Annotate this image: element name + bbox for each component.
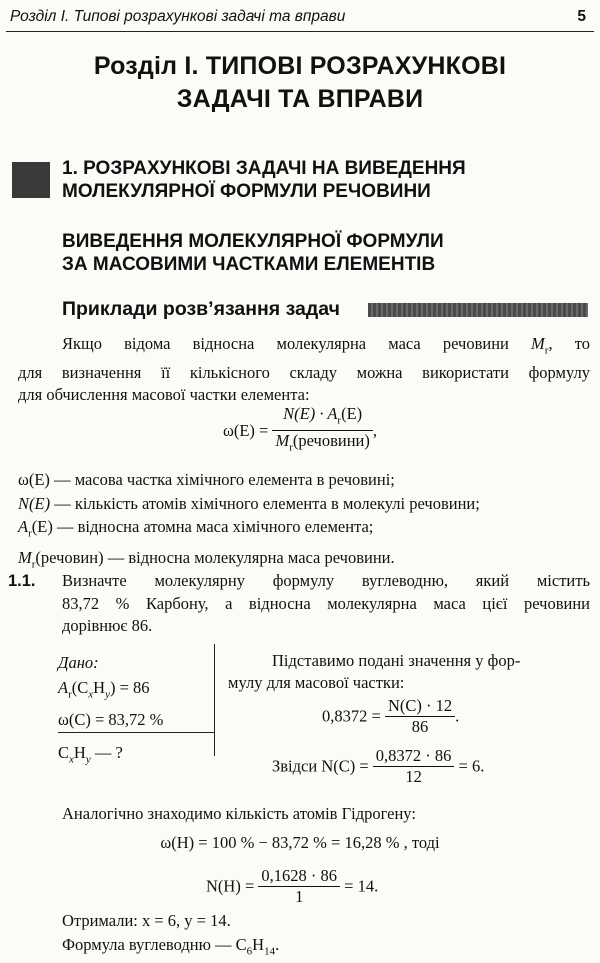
find-formula: $C_xH_y$ — ? (58, 743, 123, 766)
intro-line2: для визначення її кількісного складу можна використати формулу (18, 362, 590, 382)
intro-line1: Якщо відома відносна молекулярна маса речовини $M_r$, то (62, 334, 590, 357)
equation-hydrogen-count: N(H) = $\frac{0,1628 \cdot 86}{1}$ = 14. (206, 866, 379, 906)
examples-heading: Приклади розв’язання задач (62, 298, 340, 320)
formula-fraction (272, 404, 372, 458)
problem-line1: Визначте молекулярну формулу вуглеводню, який містить (62, 571, 590, 590)
section-title-line1: 1. РОЗРАХУНКОВІ ЗАДАЧІ НА ВИВЕДЕННЯ (62, 158, 466, 179)
section-title (62, 157, 466, 203)
formula-lhs: ω(E) = (222, 420, 269, 440)
formula-legend (18, 468, 593, 577)
page-number: 5 (577, 8, 586, 25)
result-block (62, 909, 590, 963)
equation-hydrogen-fraction: ω(H) = 100 % − 83,72 % = 16,28 % , тоді (160, 833, 440, 852)
intro-paragraph (18, 333, 590, 407)
subsection-title-line1: ВИВЕДЕННЯ МОЛЕКУЛЯРНОЇ ФОРМУЛИ (62, 231, 444, 252)
eq4-denominator: 1 (295, 887, 304, 906)
hydrogen-paragraph: Аналогічно знаходимо кількість атомів Гідрогену: (62, 804, 416, 823)
solution-text-line1: Підставимо подані значення у фор- (272, 651, 521, 670)
section-marker (12, 162, 50, 198)
given-relative-mass: $A_r(C_xH_y) = 86$ (58, 678, 150, 701)
intro-line3: для обчислення масової частки елемента: (18, 385, 310, 405)
solution-text-line2: мулу для масової частки: (228, 673, 405, 692)
legend-item: $A_r(E)$ — відносна атомна маса хімічного елемента; (18, 517, 374, 540)
section-title-line2: МОЛЕКУЛЯРНОЇ ФОРМУЛИ РЕЧОВИНИ (62, 181, 431, 202)
final-formula: Формула вуглеводню — $C_6H_{14}$. (62, 935, 280, 958)
running-title: Розділ І. Типові розрахункові задачі та вправи (10, 8, 346, 25)
eq4-numerator: 0,1628 · 86 (258, 866, 340, 887)
chapter-title-line1: Розділ І. ТИПОВІ РОЗРАХУНКОВІ (93, 52, 507, 80)
given-mass-fraction: ω(C) = 83,72 % (58, 710, 164, 730)
problem-line2: 83,72 % Карбону, а відносна молекулярна маса цієї речовини (62, 593, 590, 613)
formula-numerator: $N(E) \cdot A_r(E)$ (272, 404, 372, 431)
chapter-title-line2: ЗАДАЧІ ТА ВПРАВИ (176, 85, 424, 113)
formula-denominator: $M_r(речовини)$ (275, 431, 370, 454)
problem-number: 1.1. (8, 572, 36, 590)
eq2-denominator: 12 (405, 767, 422, 786)
formula-trail: , (372, 420, 377, 440)
eq1-denominator: 86 (411, 717, 429, 736)
problem-line3: дорівнює 86. (62, 616, 153, 635)
header-divider (6, 31, 594, 32)
chapter-title (0, 50, 600, 116)
given-divider-vertical (214, 644, 215, 756)
subsection-title-line2: ЗА МАСОВИМИ ЧАСТКАМИ ЕЛЕМЕНТІВ (62, 254, 436, 275)
legend-item: $M_r(речовин)$ — відносна молекулярна маса речовини. (18, 547, 395, 571)
given-divider-horizontal (58, 732, 214, 733)
subsection-title (62, 230, 444, 276)
equation-carbon-count: Звідси N(C) = $\frac{0,8372 \cdot 86}{12}$ = 6. (272, 746, 485, 786)
result-values: Отримали: x = 6, y = 14. (62, 911, 231, 930)
solution-column (228, 650, 588, 694)
examples-heading-bar (368, 303, 588, 317)
mass-fraction-formula (0, 404, 600, 458)
equation-carbon: 0,8372 = $\frac{N(C) \cdot 12}{86}$ . (322, 696, 460, 736)
legend-item: ω(E) — масова частка хімічного елемента в речовині; (18, 470, 395, 489)
problem-statement (62, 570, 590, 638)
legend-item: N(E) — кількість атомів хімічного елемента в молекулі речовини; (18, 493, 480, 513)
eq1-numerator: N(C) · 12 (385, 696, 455, 717)
eq2-numerator: 0,8372 · 86 (373, 746, 455, 767)
given-label: Дано: (58, 653, 99, 672)
given-block (58, 650, 210, 773)
